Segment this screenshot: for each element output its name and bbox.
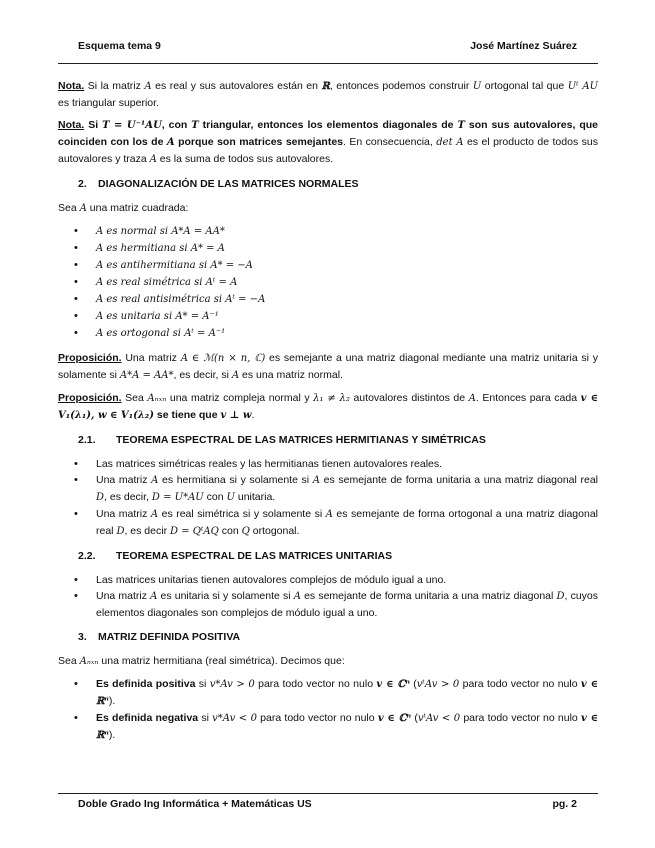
math: T xyxy=(191,120,199,131)
math: D xyxy=(556,591,565,602)
list-item xyxy=(96,588,598,621)
text: para todo vector no nulo xyxy=(256,712,378,724)
text: , cuyos elementos diagonales son complejos de módulo igual a uno. xyxy=(96,590,599,619)
list-item xyxy=(96,710,598,744)
text: , es decir, si xyxy=(173,369,232,381)
math: λ₁ ≠ λ₂ xyxy=(313,393,350,404)
math: Aᵗ = A xyxy=(205,277,238,288)
text: con xyxy=(203,491,227,503)
list-item xyxy=(96,274,598,291)
list-item xyxy=(96,257,598,274)
math: A xyxy=(231,370,240,381)
text: A es antihermitiana si xyxy=(96,260,211,271)
text: son sus autovalores, que coinciden con los de xyxy=(58,119,598,148)
text: si xyxy=(198,712,213,724)
text: Una matriz xyxy=(96,590,151,602)
math: U xyxy=(226,492,235,503)
math: A xyxy=(293,591,301,602)
text: Sea xyxy=(121,392,148,404)
math: A xyxy=(325,509,333,520)
text: Si xyxy=(84,119,103,131)
section-title: TEOREMA ESPECTRAL DE LAS MATRICES UNITARIAS xyxy=(116,550,393,562)
math: det A xyxy=(436,137,464,148)
math: v ⊥ w xyxy=(220,410,252,421)
text: . En consecuencia, xyxy=(343,136,437,148)
text: ). xyxy=(108,695,116,707)
text: Las matrices simétricas reales y las hermitianas tienen autovalores reales. xyxy=(96,458,443,470)
proposition-label: Proposición. xyxy=(58,352,122,364)
math: T = U⁻¹AU xyxy=(102,120,162,131)
section-title: DIAGONALIZACIÓN DE LAS MATRICES NORMALES xyxy=(98,178,359,190)
math: A* = A⁻¹ xyxy=(175,311,219,322)
section-number: 2.1. xyxy=(78,434,96,446)
text: Si la matriz xyxy=(84,80,145,92)
math: A* = A xyxy=(190,243,225,254)
math: v ∈ ℝⁿ xyxy=(96,679,599,707)
math: v*Av > 0 xyxy=(209,679,255,690)
page-content xyxy=(58,78,598,752)
definition-list xyxy=(58,676,598,744)
math: A xyxy=(468,393,476,404)
text: . xyxy=(251,409,255,421)
text: porque son matrices semejantes xyxy=(174,136,344,148)
math: Uᵗ AU xyxy=(567,81,598,92)
list-item xyxy=(96,291,598,308)
text: , es decir xyxy=(124,525,170,537)
text: A es unitaria si xyxy=(96,311,176,322)
text: unitaria. xyxy=(234,491,276,503)
math: A xyxy=(150,591,158,602)
list-item xyxy=(96,572,598,588)
math: A xyxy=(79,203,87,214)
text: Sea xyxy=(58,202,80,214)
term: Es definida positiva xyxy=(96,678,196,690)
text: es triangular superior. xyxy=(58,97,159,109)
text: una matriz cuadrada: xyxy=(86,202,189,214)
math: A xyxy=(151,475,159,486)
term: Es definida negativa xyxy=(96,712,199,724)
nota-label: Nota. xyxy=(58,119,85,131)
section-number: 3. xyxy=(78,631,87,643)
proposicion-ortogonal xyxy=(58,390,598,424)
text: Una matriz xyxy=(121,352,181,364)
section-number: 2. xyxy=(78,178,87,190)
text: se tiene que xyxy=(153,409,221,421)
math: Aₙₓₙ xyxy=(147,393,167,404)
nota-autovalores xyxy=(58,117,598,168)
math: v ∈ ℂⁿ xyxy=(376,679,410,690)
math: v ∈ ℝⁿ xyxy=(96,713,598,741)
section-number: 2.2. xyxy=(78,550,96,562)
math: Aᵗ = A⁻¹ xyxy=(184,328,226,339)
text: A es ortogonal si xyxy=(96,328,185,339)
definition-list xyxy=(58,223,598,342)
theorem-list xyxy=(58,572,598,621)
math: D xyxy=(96,492,105,503)
list-item xyxy=(96,325,598,342)
math: T xyxy=(457,120,465,131)
math: v ∈ V₁(λ₁), w ∈ V₁(λ₂) xyxy=(58,393,598,421)
nota-label: Nota. xyxy=(58,80,85,92)
math: vᵗAv > 0 xyxy=(416,679,460,690)
math: A xyxy=(166,137,175,148)
subsection-heading xyxy=(58,432,598,448)
text: autovalores distintos de xyxy=(349,392,469,404)
text: con xyxy=(218,525,242,537)
list-item xyxy=(96,223,598,240)
text: para todo vector no nulo xyxy=(459,678,581,690)
list-item xyxy=(96,676,598,710)
list-item xyxy=(96,456,598,472)
section-intro xyxy=(58,200,598,217)
text: una matriz hermitiana (real simétrica). Decimos que: xyxy=(98,655,345,667)
text: es real simétrica si y solamente si xyxy=(158,508,326,520)
math: v*Av < 0 xyxy=(212,713,257,724)
text: ortogonal tal que xyxy=(481,80,568,92)
list-item xyxy=(96,240,598,257)
section-heading xyxy=(58,629,598,645)
text: si xyxy=(195,678,210,690)
theorem-list xyxy=(58,456,598,540)
list-item xyxy=(96,506,598,540)
text: es el producto de todos sus autovalores y traza xyxy=(58,136,598,165)
text: ( xyxy=(411,712,418,724)
text: es hermitiana si y solamente si xyxy=(158,474,313,486)
text: triangular, entonces los elementos diagonales de xyxy=(198,119,458,131)
text: Una matriz xyxy=(96,474,152,486)
header-right: José Martínez Suárez xyxy=(470,40,577,52)
math: A xyxy=(149,154,157,165)
section-heading xyxy=(58,176,598,192)
text: Una matriz xyxy=(96,508,151,520)
text: A es normal si xyxy=(96,226,172,237)
text: para todo vector no nulo xyxy=(254,678,377,690)
math: A*A = AA* xyxy=(171,226,225,237)
math: A xyxy=(312,475,321,486)
text: , con xyxy=(161,119,192,131)
list-item xyxy=(96,308,598,325)
text: A es real antisimétrica si xyxy=(96,294,226,305)
section-intro xyxy=(58,653,598,670)
text: una matriz compleja normal y xyxy=(166,392,314,404)
math: A xyxy=(150,509,159,520)
math: vᵗAv < 0 xyxy=(417,713,461,724)
section-title: TEOREMA ESPECTRAL DE LAS MATRICES HERMITIANAS Y SIMÉTRICAS xyxy=(116,434,486,446)
text: es semejante de forma ortogonal a una matriz diagonal real xyxy=(96,508,598,537)
proposicion-normal xyxy=(58,350,598,384)
math: ℝ xyxy=(321,81,330,92)
text: ). xyxy=(108,729,116,741)
math: Aₙₓₙ xyxy=(79,656,99,667)
math: A*A = AA* xyxy=(119,370,174,381)
text: es una matriz normal. xyxy=(239,369,343,381)
text: para todo vector no nulo xyxy=(460,712,581,724)
math: v ∈ ℂⁿ xyxy=(377,713,412,724)
text: Sea xyxy=(58,655,80,667)
page-number: pg. 2 xyxy=(552,798,577,810)
math: A xyxy=(144,81,152,92)
text: A es hermitiana si xyxy=(96,243,191,254)
math: A ∈ ℳ(n × n, ℂ) xyxy=(180,353,266,364)
text: es semejante de forma unitaria a una matriz diagonal real xyxy=(320,474,598,486)
text: Las matrices unitarias tienen autovalores complejos de módulo igual a uno. xyxy=(96,574,447,586)
text: , es decir, xyxy=(104,491,152,503)
math: U xyxy=(472,81,482,92)
footer-left: Doble Grado Ing Informática + Matemáticas US xyxy=(78,798,312,810)
footer-rule xyxy=(58,793,598,794)
header-rule xyxy=(58,63,598,64)
text: ortogonal. xyxy=(249,525,300,537)
header-left: Esquema tema 9 xyxy=(78,40,161,52)
math: D = U*AU xyxy=(151,492,204,503)
text: es la suma de todos sus autovalores. xyxy=(156,153,334,165)
text: ( xyxy=(409,678,417,690)
math: D xyxy=(116,526,125,537)
text: es semejante a una matriz diagonal mediante una matriz unitaria si y solamente si xyxy=(58,352,598,381)
math: A* = −A xyxy=(210,260,253,271)
subsection-heading xyxy=(58,548,598,564)
math: Aᵗ = −A xyxy=(225,294,266,305)
list-item xyxy=(96,472,598,506)
proposition-label: Proposición. xyxy=(58,392,122,404)
text: es semejante de forma unitaria a una matriz diagonal xyxy=(300,590,557,602)
section-title: MATRIZ DEFINIDA POSITIVA xyxy=(98,631,241,643)
text: A es real simétrica si xyxy=(96,277,206,288)
text: , entonces podemos construir xyxy=(329,80,473,92)
math: Q xyxy=(241,526,250,537)
text: . Entonces para cada xyxy=(475,392,581,404)
math: D = QᵗAQ xyxy=(170,526,219,537)
nota-triangular xyxy=(58,78,598,111)
text: es real y sus autovalores están en xyxy=(151,80,322,92)
text: es unitaria si y solamente si xyxy=(157,590,294,602)
